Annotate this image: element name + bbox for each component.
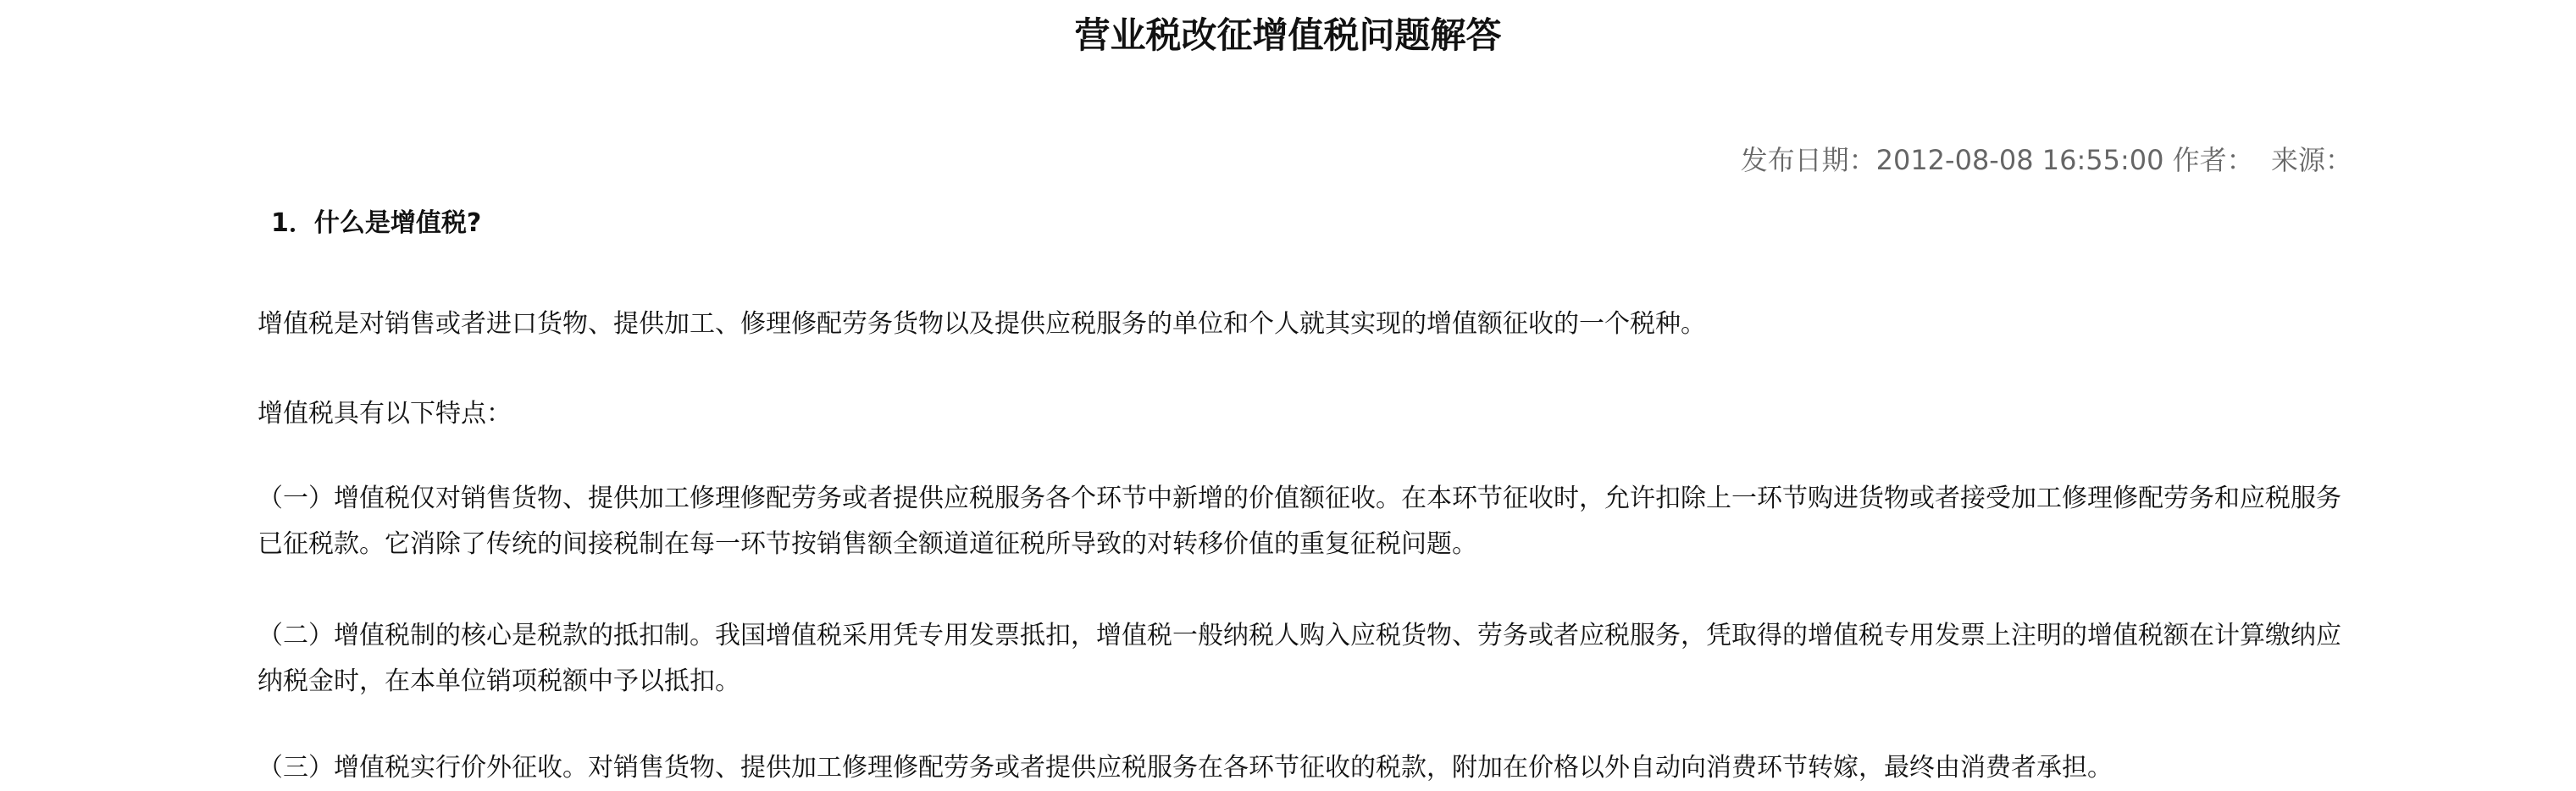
publish-date-value: 2012-08-08 16:55:00 (1875, 144, 2164, 176)
paragraph-features-intro: 增值税具有以下特点： (258, 399, 512, 429)
author-label: 作者： (2163, 144, 2254, 176)
question-heading: 1．什么是增值税? (271, 208, 482, 238)
publish-date-label: 发布日期： (1740, 144, 1876, 176)
publish-meta (1741, 142, 2352, 178)
paragraph-feature-1: （一）增值税仅对销售货物、提供加工修理修配劳务或者提供应税服务各个环节中新增的价值额征收。在本环节征收时，允许扣除上一环节购进货物或者接受加工修理修配劳务和应税服务已征税款。它消除了传统的间接税制在每一环节按销售额全额道道征税所导致的对转移价值的重复征税问题。 (258, 484, 2341, 559)
page-title: 营业税改征增值税问题解答 (1074, 14, 1502, 56)
paragraph-feature-3: （三）增值税实行价外征收。对销售货物、提供加工修理修配劳务或者提供应税服务在各环节征收的税款，附加在价格以外自动向消费环节转嫁，最终由消费者承担。 (258, 753, 2113, 783)
paragraph-feature-2: （二）增值税制的核心是税款的抵扣制。我国增值税采用凭专用发票抵扣，增值税一般纳税人购入应税货物、劳务或者应税服务，凭取得的增值税专用发票上注明的增值税额在计算缴纳应纳税金时，在本单位销项税额中予以抵扣。 (258, 621, 2341, 696)
paragraph-definition: 增值税是对销售或者进口货物、提供加工、修理修配劳务货物以及提供应税服务的单位和个人就其实现的增值额征收的一个税种。 (258, 309, 1706, 339)
source-label: 来源： (2253, 144, 2352, 176)
